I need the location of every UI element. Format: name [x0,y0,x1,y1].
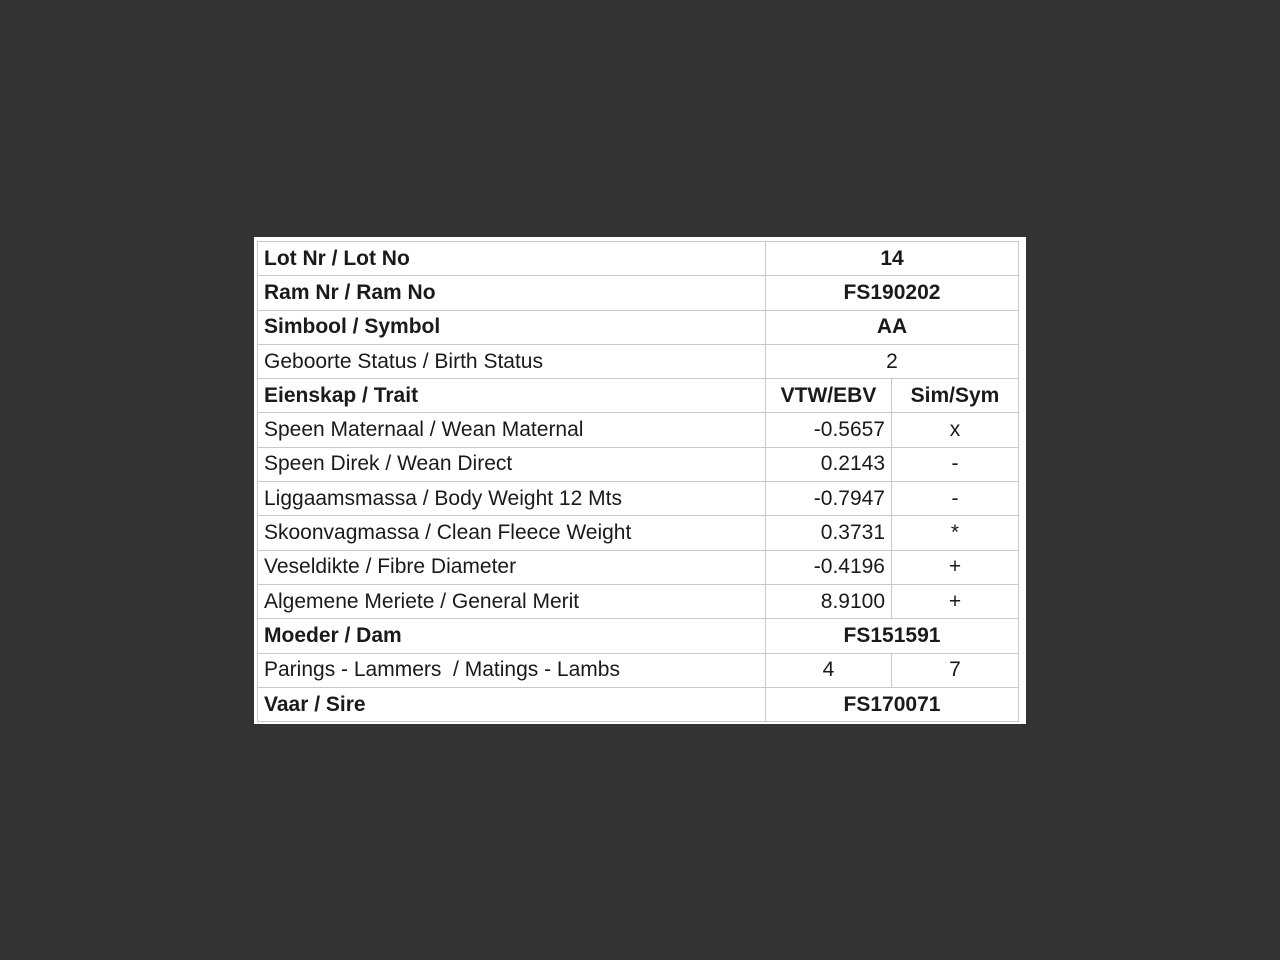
table-row [258,413,1019,447]
birth-status-value: 2 [766,344,1019,378]
table-row [258,584,1019,618]
matings-count: 4 [766,653,892,687]
table-row [258,482,1019,516]
table-row [258,516,1019,550]
ebv-header: VTW/EBV [766,379,892,413]
trait-sym: - [892,482,1019,516]
trait-ebv: -0.5657 [766,413,892,447]
ram-label: Ram Nr / Ram No [258,276,766,310]
lot-value: 14 [766,242,1019,276]
symbol-label: Simbool / Symbol [258,310,766,344]
trait-sym: + [892,550,1019,584]
table-row [258,276,1019,310]
trait-sym: x [892,413,1019,447]
table-row [258,242,1019,276]
table-row [258,447,1019,481]
lot-label: Lot Nr / Lot No [258,242,766,276]
table-row [258,550,1019,584]
trait-label: Algemene Meriete / General Merit [258,584,766,618]
trait-ebv: 0.3731 [766,516,892,550]
trait-label: Veseldikte / Fibre Diameter [258,550,766,584]
trait-sym: - [892,447,1019,481]
lot-info-card [254,237,1026,724]
ram-value: FS190202 [766,276,1019,310]
trait-ebv: -0.4196 [766,550,892,584]
trait-label: Speen Direk / Wean Direct [258,447,766,481]
trait-label: Skoonvagmassa / Clean Fleece Weight [258,516,766,550]
table-header-row [258,379,1019,413]
trait-ebv: 0.2143 [766,447,892,481]
sym-header: Sim/Sym [892,379,1019,413]
trait-sym: + [892,584,1019,618]
trait-header-label: Eienskap / Trait [258,379,766,413]
symbol-value: AA [766,310,1019,344]
table-row [258,687,1019,721]
birth-status-label: Geboorte Status / Birth Status [258,344,766,378]
trait-ebv: 8.9100 [766,584,892,618]
table-row [258,653,1019,687]
matings-label: Parings - Lammers / Matings - Lambs [258,653,766,687]
trait-ebv: -0.7947 [766,482,892,516]
trait-label: Liggaamsmassa / Body Weight 12 Mts [258,482,766,516]
table-row [258,310,1019,344]
dam-value: FS151591 [766,619,1019,653]
lambs-count: 7 [892,653,1019,687]
lot-info-table [257,241,1019,722]
dam-label: Moeder / Dam [258,619,766,653]
trait-label: Speen Maternaal / Wean Maternal [258,413,766,447]
sire-label: Vaar / Sire [258,687,766,721]
table-row [258,344,1019,378]
trait-sym: * [892,516,1019,550]
sire-value: FS170071 [766,687,1019,721]
table-row [258,619,1019,653]
